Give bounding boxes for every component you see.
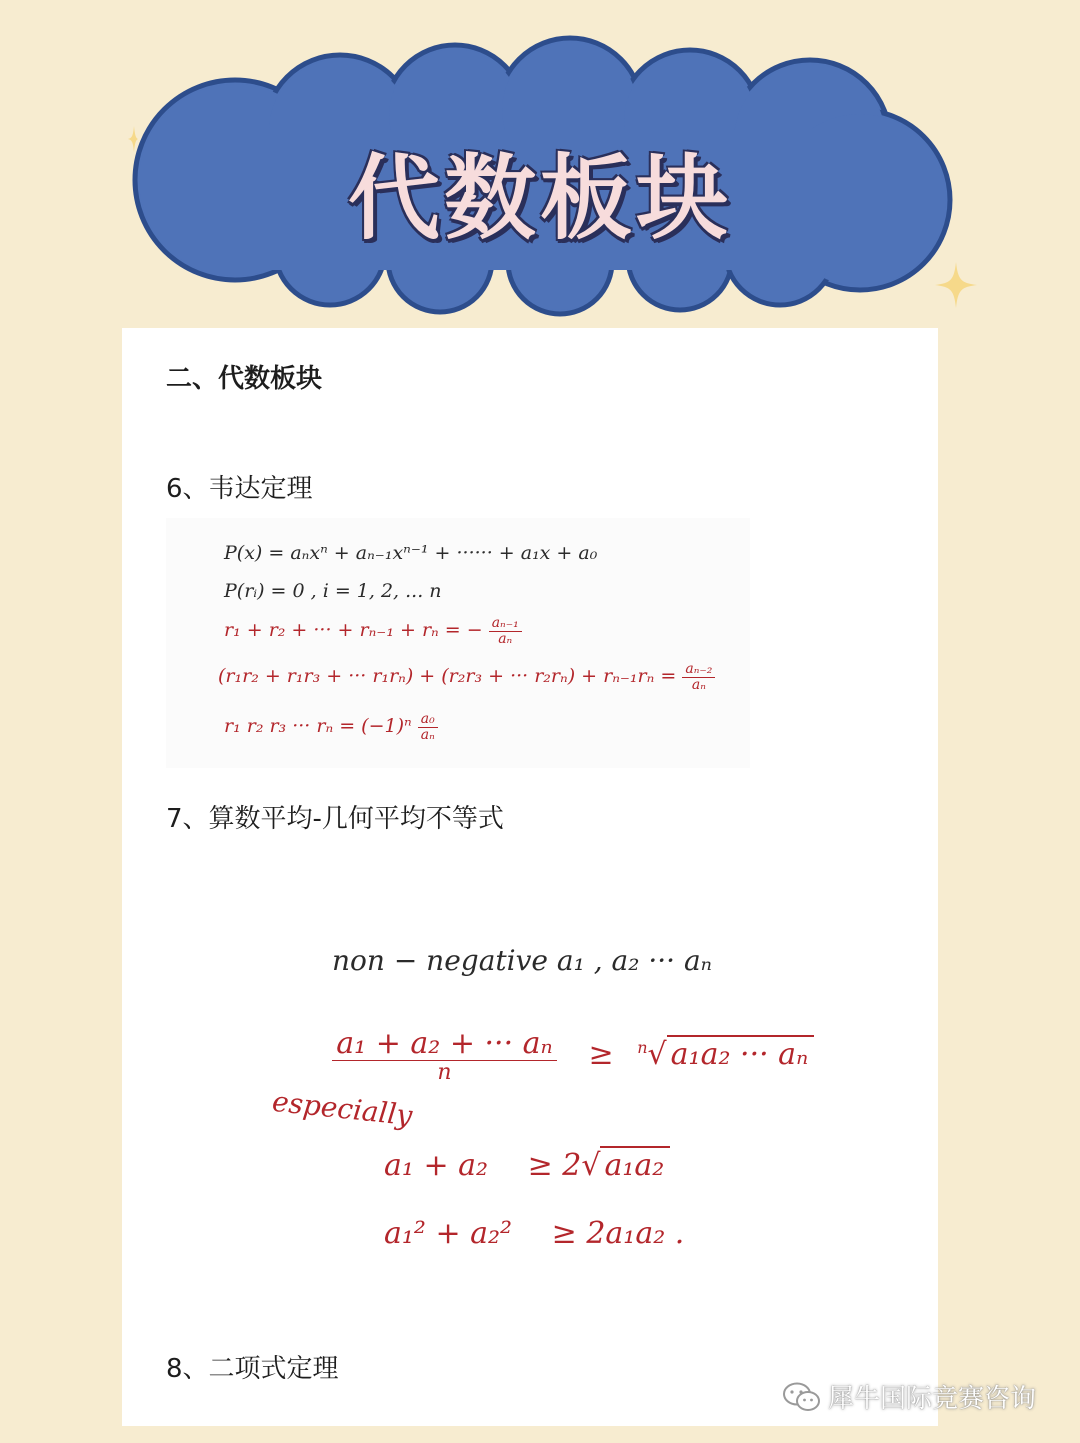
fraction-denominator: aₙ: [691, 676, 706, 693]
watermark: [782, 1378, 1036, 1415]
amgm-radicand: a₁a₂ ··· aₙ: [667, 1035, 815, 1072]
section-heading: 二、代数板块: [166, 364, 323, 394]
fraction-denominator: aₙ: [420, 726, 435, 743]
vieta-line-3-lhs: r₁ + r₂ + ··· + rₙ₋₁ + rₙ = −: [224, 619, 483, 642]
sqrt-sign-icon: √: [647, 1036, 667, 1072]
binomial-heading: 8、二项式定理: [166, 1354, 339, 1384]
amgm-inequality: [332, 1028, 814, 1084]
wechat-icon: [782, 1381, 822, 1413]
vieta-line-5-fraction: [418, 712, 438, 742]
sparkle-icon: [124, 126, 138, 152]
content-card: [122, 328, 938, 1426]
vieta-line-4-lhs: (r₁r₂ + r₁r₃ + ··· r₁rₙ) + (r₂r₃ + ··· r₂rₙ) + rₙ₋₁rₙ =: [218, 665, 677, 688]
vieta-line-5: [224, 712, 438, 742]
root-index: n: [637, 1037, 648, 1057]
vieta-line-4: [218, 662, 715, 692]
special-2-lhs: a₁² + a₂²: [384, 1216, 513, 1251]
special-1-radicand: a₁a₂: [600, 1146, 670, 1183]
amgm-relation: ≥: [588, 1036, 614, 1072]
vieta-heading: 6、韦达定理: [166, 474, 313, 504]
banner-title: 代数板块: [347, 145, 732, 252]
fraction-numerator: a₁ + a₂ + ··· aₙ: [332, 1028, 557, 1061]
sparkle-icon: [935, 262, 977, 308]
vieta-line-1: P(x) = aₙxⁿ + aₙ₋₁xⁿ⁻¹ + ······ + a₁x + a₀: [224, 542, 598, 564]
amgm-mean-fraction: [332, 1028, 557, 1084]
vieta-line-3-fraction: [489, 616, 522, 646]
fraction-denominator: n: [437, 1059, 452, 1085]
amgm-special-2: [384, 1216, 684, 1251]
vieta-line-3: [224, 616, 522, 646]
fraction-numerator: aₙ₋₂: [682, 662, 715, 678]
vieta-line-2: P(rᵢ) = 0 , i = 1, 2, ... n: [224, 580, 442, 602]
special-1-relation: ≥ 2: [527, 1148, 582, 1183]
special-1-lhs: a₁ + a₂: [384, 1148, 489, 1183]
vieta-line-5-lhs: r₁ r₂ r₃ ··· rₙ = (−1)ⁿ: [224, 715, 412, 738]
sqrt-sign-icon: √: [581, 1148, 601, 1183]
amgm-heading: 7、算数平均-几何平均不等式: [166, 804, 504, 834]
special-2-rhs: ≥ 2a₁a₂ .: [551, 1216, 685, 1251]
fraction-denominator: aₙ: [498, 630, 513, 647]
amgm-special-1: [384, 1146, 670, 1183]
watermark-text: 犀牛国际竞赛咨询: [828, 1384, 1037, 1414]
vieta-line-4-fraction: [682, 662, 715, 692]
fraction-numerator: aₙ₋₁: [489, 616, 522, 632]
fraction-numerator: a₀: [418, 712, 438, 728]
amgm-condition: non − negative a₁ , a₂ ··· aₙ: [332, 944, 712, 977]
especially-label: especially: [270, 1084, 414, 1133]
vieta-formulas: [166, 518, 750, 768]
